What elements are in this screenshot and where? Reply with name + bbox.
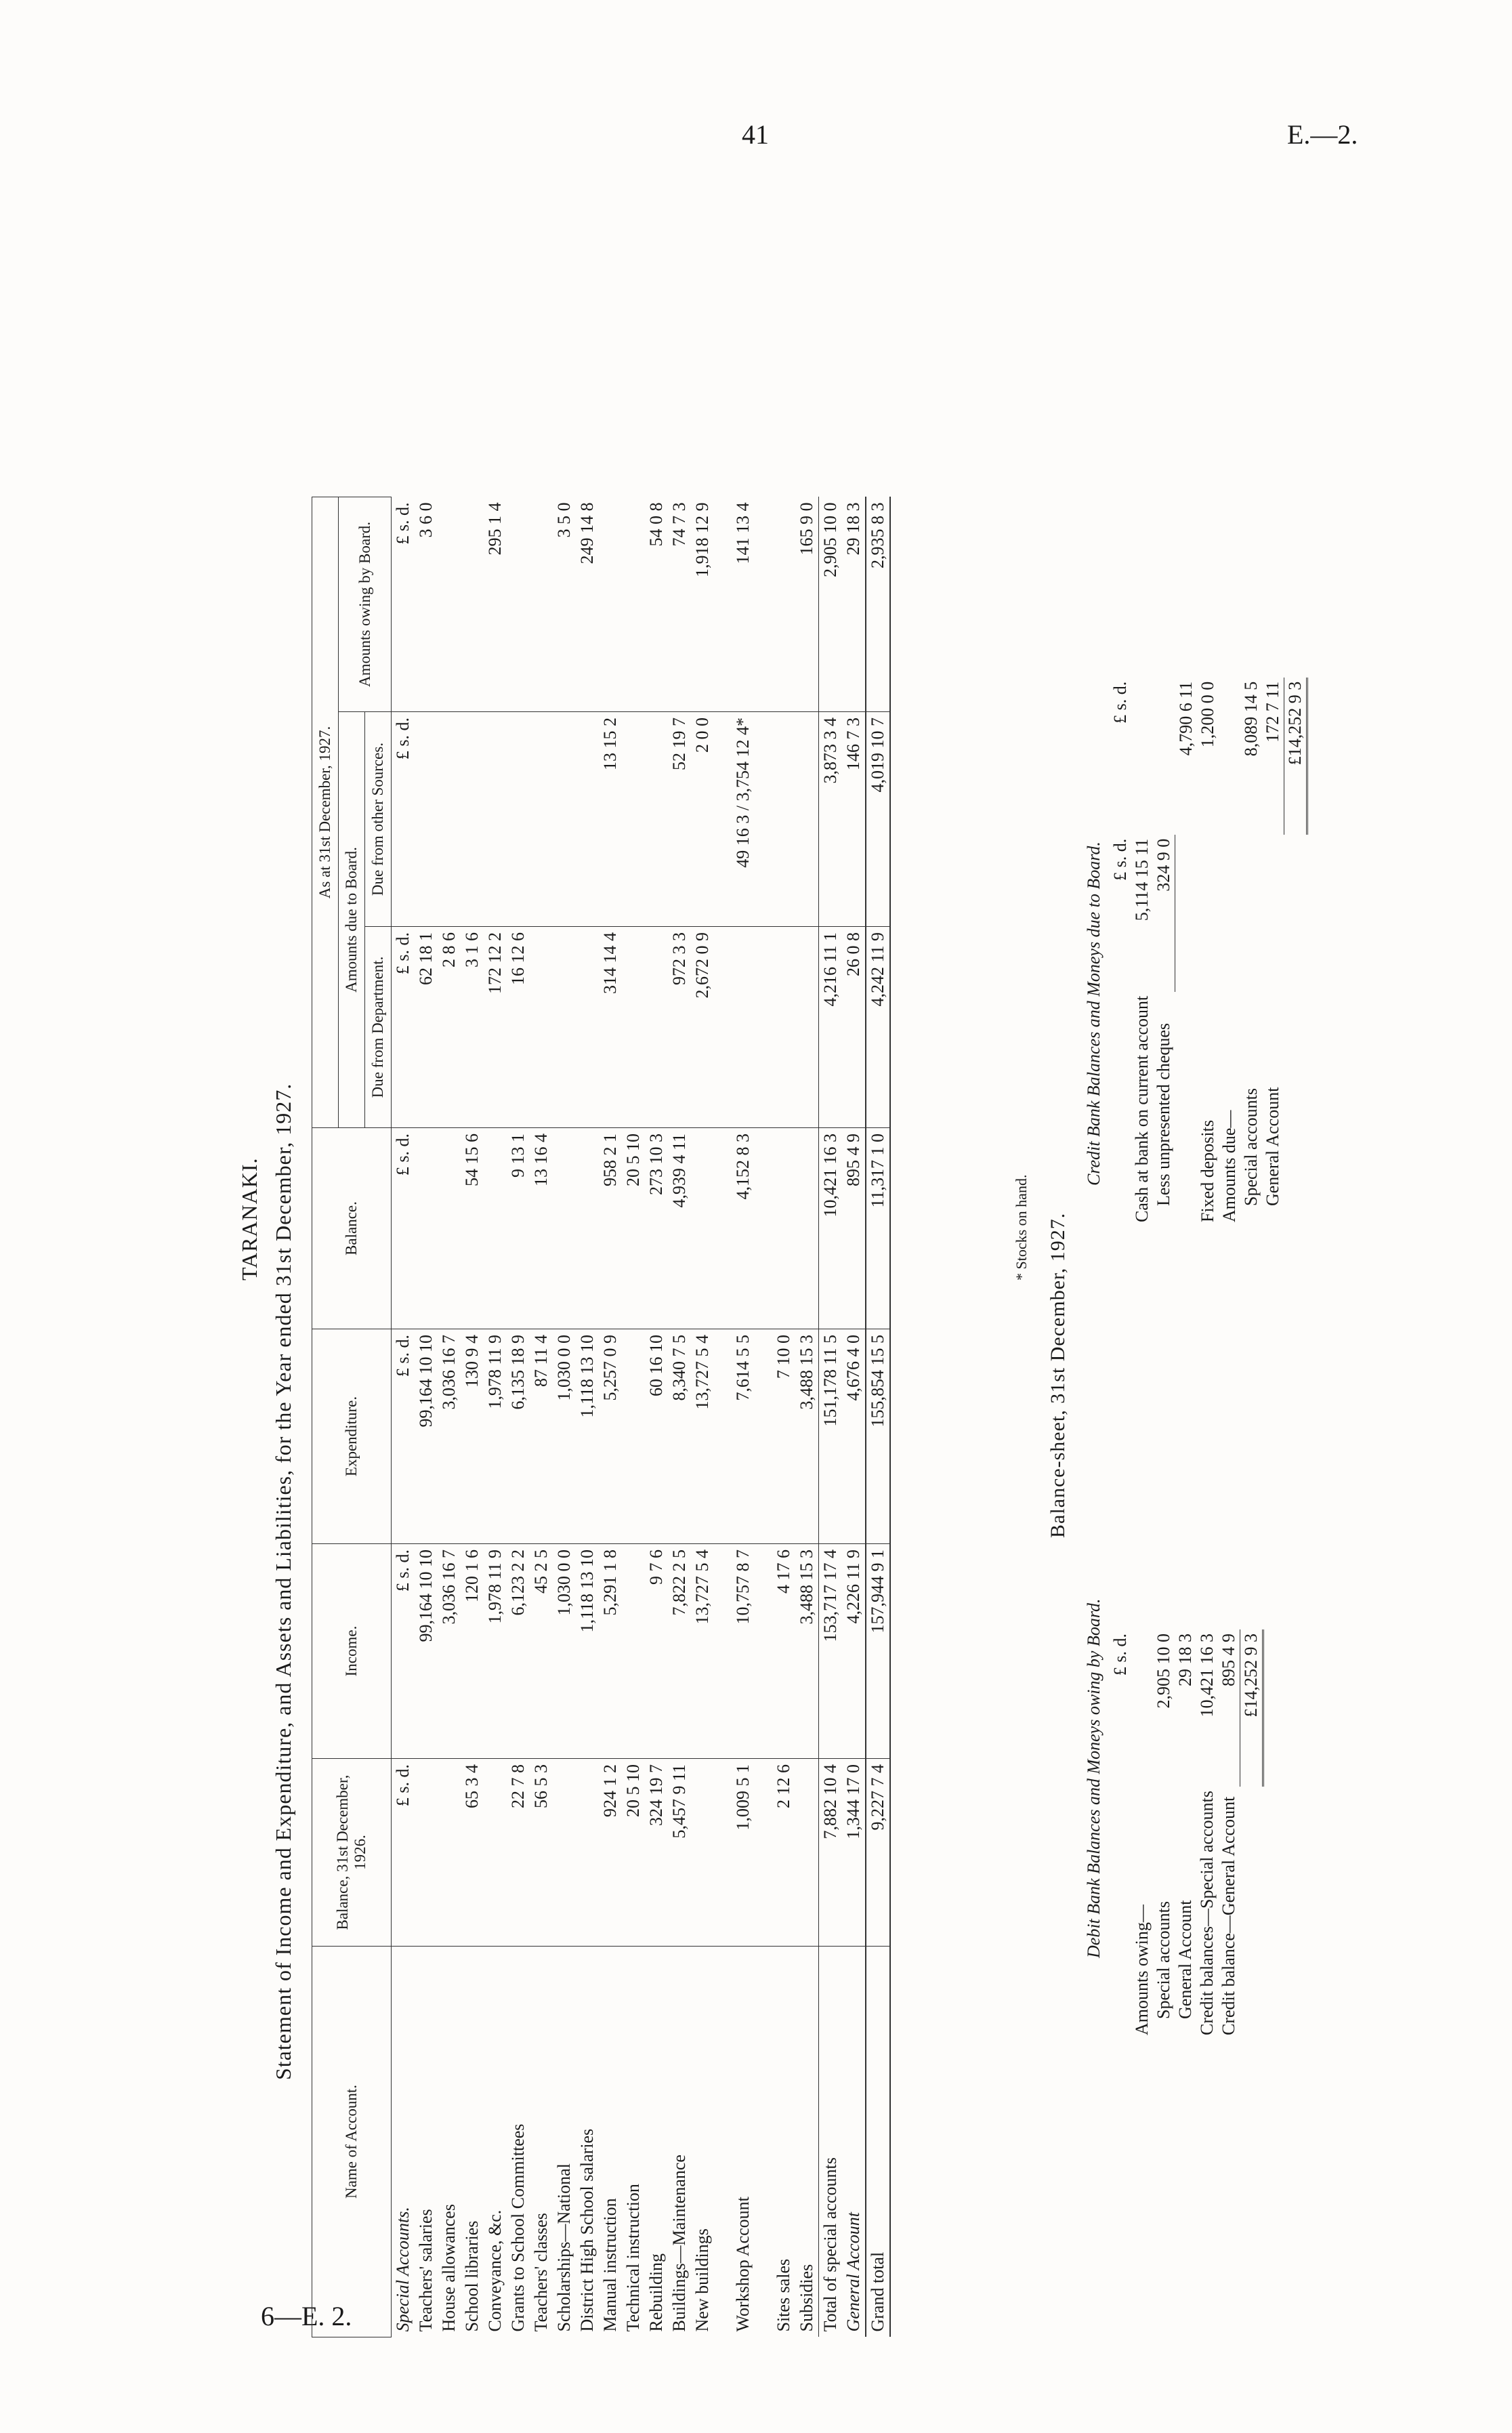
amount-income: 7,822 2 5 <box>668 1544 691 1759</box>
credit-label: Cash at bank on current account <box>1132 995 1152 1222</box>
table-row <box>732 497 755 2337</box>
amount-other: 4,019 10 7 <box>866 712 890 927</box>
amount-owing <box>438 497 461 712</box>
statement-table <box>312 497 891 2337</box>
spacer-cell <box>714 1759 732 1947</box>
debit-row <box>1175 1629 1196 2039</box>
amount-bal <box>772 1128 795 1329</box>
credit-label: General Account <box>1262 1087 1282 1206</box>
amount-other <box>530 712 553 927</box>
amount-dept <box>530 927 553 1128</box>
amount-bal: 10,421 16 3 <box>819 1128 843 1329</box>
amount-exp: 5,257 0 9 <box>599 1329 622 1544</box>
statement-title: Statement of Income and Expenditure, and Assets and Liabilities, for the Year ended 31st December, 1927. <box>271 1083 295 2080</box>
balance-sheet-title: Balance-sheet, 31st December, 1927. <box>1047 1212 1069 1538</box>
credit-value <box>1153 678 1175 835</box>
amount-bal26: 56 5 3 <box>530 1759 553 1947</box>
spacer-cell <box>714 927 732 1128</box>
debit-total-spacer <box>1240 1787 1263 2039</box>
spacer-cell <box>755 1128 772 1329</box>
credit-value <box>1219 678 1240 835</box>
page-code: E.—2. <box>1287 119 1358 150</box>
credit-total-spacer <box>1284 835 1307 992</box>
amount-income: 1,030 0 0 <box>553 1544 576 1759</box>
amount-exp: 3,036 16 7 <box>438 1329 461 1544</box>
amount-dept: 2 8 6 <box>438 927 461 1128</box>
amount-dept: 2,672 0 9 <box>691 927 714 1128</box>
table-row <box>599 497 622 2337</box>
units-label: £ s. d. <box>392 712 415 927</box>
account-name: Buildings—Maintenance <box>669 2155 689 2332</box>
amount-bal26 <box>553 1759 576 1947</box>
table-row <box>772 497 795 2337</box>
amount-income: 4,226 11 9 <box>842 1544 866 1759</box>
credit-label: Less unpresented cheques <box>1154 1022 1174 1206</box>
account-name: General Account <box>843 2212 863 2332</box>
debit-row <box>1131 1629 1153 2039</box>
amount-owing: 3 5 0 <box>553 497 576 712</box>
account-name: Rebuilding <box>646 2253 666 2332</box>
credit-body <box>1110 678 1307 1226</box>
amount-bal <box>795 1128 819 1329</box>
col-due-other-header: Due from other Sources. <box>365 712 392 927</box>
spacer-cell <box>714 1329 732 1544</box>
amount-bal26 <box>795 1759 819 1947</box>
amount-other: 146 7 3 <box>842 712 866 927</box>
amount-bal26 <box>415 1759 438 1947</box>
amount-exp: 99,164 10 10 <box>415 1329 438 1544</box>
credit-value: 1,200 0 0 <box>1197 681 1217 748</box>
debit-value <box>1131 1629 1153 1787</box>
units-label: £ s. d. <box>392 497 415 712</box>
debit-value: 29 18 3 <box>1175 1634 1195 1687</box>
amount-owing: 141 13 4 <box>732 497 755 712</box>
debit-row <box>1218 1629 1240 2039</box>
amount-other <box>795 712 819 927</box>
table-row <box>484 497 507 2337</box>
col-due-dept-header: Due from Department. <box>365 927 392 1128</box>
debit-value: 895 4 9 <box>1219 1634 1238 1687</box>
amount-bal26 <box>576 1759 599 1947</box>
credit-heading: Credit Bank Balances and Moneys due to Board. <box>1084 841 1104 1186</box>
amount-owing: 249 14 8 <box>576 497 599 712</box>
debit-value: 10,421 16 3 <box>1197 1634 1217 1718</box>
spacer-row <box>714 497 732 2337</box>
table-row <box>438 497 461 2337</box>
spacer-cell <box>714 1128 732 1329</box>
amount-income: 13,727 5 4 <box>691 1544 714 1759</box>
general-account-row <box>842 497 866 2337</box>
amount-other: 13 15 2 <box>599 712 622 927</box>
amount-bal26: 9,227 7 4 <box>866 1759 890 1947</box>
credit-label: Special accounts <box>1240 1088 1261 1206</box>
amount-owing: 3 6 0 <box>415 497 438 712</box>
credit-inner: 324 9 0 <box>1154 838 1173 892</box>
amount-bal <box>484 1128 507 1329</box>
amount-other: 3,873 3 4 <box>819 712 843 927</box>
amount-bal26 <box>438 1759 461 1947</box>
account-name: Conveyance, &c. <box>485 2209 505 2332</box>
table-row <box>622 497 645 2337</box>
units-row <box>392 497 415 2337</box>
credit-row <box>1240 678 1262 1226</box>
debit-label: Special accounts <box>1154 1901 1173 2019</box>
table-row <box>645 497 668 2337</box>
credit-inner <box>1240 835 1262 992</box>
amount-bal26: 924 1 2 <box>599 1759 622 1947</box>
amount-exp: 87 11 4 <box>530 1329 553 1544</box>
special-accounts-heading: Special Accounts. <box>393 2207 413 2332</box>
debit-label: Credit balances—Special accounts <box>1197 1791 1217 2035</box>
amount-dept <box>576 927 599 1128</box>
amount-other <box>553 712 576 927</box>
amount-bal: 13 16 4 <box>530 1128 553 1329</box>
amount-other <box>415 712 438 927</box>
debit-value: 2,905 10 0 <box>1154 1634 1173 1709</box>
amount-dept <box>732 927 755 1128</box>
amount-dept <box>795 927 819 1128</box>
amount-owing: 165 9 0 <box>795 497 819 712</box>
amount-income: 10,757 8 7 <box>732 1544 755 1759</box>
total-special-row <box>819 497 843 2337</box>
amount-exp: 155,854 15 5 <box>866 1329 890 1544</box>
amount-other <box>484 712 507 927</box>
amount-owing: 54 0 8 <box>645 497 668 712</box>
amount-income: 45 2 5 <box>530 1544 553 1759</box>
amount-bal26: 65 3 4 <box>461 1759 484 1947</box>
credit-row <box>1153 678 1175 1226</box>
amount-income: 1,118 13 10 <box>576 1544 599 1759</box>
credit-section <box>1084 678 1308 1226</box>
account-name: Manual instruction <box>600 2198 620 2332</box>
amount-bal26 <box>691 1759 714 1947</box>
account-name: New buildings <box>692 2228 712 2332</box>
amount-bal: 20 5 10 <box>622 1128 645 1329</box>
amount-bal: 958 2 1 <box>599 1128 622 1329</box>
debit-row <box>1153 1629 1175 2039</box>
credit-value: 8,089 14 5 <box>1240 681 1261 757</box>
amount-bal26: 5,457 9 11 <box>668 1759 691 1947</box>
credit-value <box>1131 678 1153 835</box>
spacer-cell <box>714 1544 732 1759</box>
amount-dept <box>622 927 645 1128</box>
amount-owing: 2,935 8 3 <box>866 497 890 712</box>
units-label: £ s. d. <box>392 927 415 1128</box>
amount-exp: 3,488 15 3 <box>795 1329 819 1544</box>
statement-body <box>392 497 891 2337</box>
credit-value: 172 7 11 <box>1262 681 1282 743</box>
amount-bal: 273 10 3 <box>645 1128 668 1329</box>
table-row <box>530 497 553 2337</box>
credit-inner <box>1262 835 1284 992</box>
credit-label: Amounts due— <box>1219 1110 1239 1222</box>
credit-label <box>1175 992 1197 1226</box>
table-row <box>507 497 530 2337</box>
amount-dept: 972 3 3 <box>668 927 691 1128</box>
amount-bal: 54 15 6 <box>461 1128 484 1329</box>
col-as-at-header: As at 31st December, 1927. <box>312 497 339 1128</box>
amount-dept <box>772 927 795 1128</box>
amount-income: 9 7 6 <box>645 1544 668 1759</box>
credit-total-spacer <box>1284 992 1307 1226</box>
table-row <box>795 497 819 2337</box>
table-row <box>691 497 714 2337</box>
amount-income: 99,164 10 10 <box>415 1544 438 1759</box>
spacer-cell <box>755 1544 772 1759</box>
debit-table <box>1110 1629 1264 2039</box>
amount-income: 3,488 15 3 <box>795 1544 819 1759</box>
spacer-cell <box>755 497 772 712</box>
amount-exp: 1,978 11 9 <box>484 1329 507 1544</box>
amount-other <box>576 712 599 927</box>
spacer-cell <box>714 1947 732 2337</box>
amount-income: 6,123 2 2 <box>507 1544 530 1759</box>
amount-owing <box>599 497 622 712</box>
amount-income: 4 17 6 <box>772 1544 795 1759</box>
amount-dept: 16 12 6 <box>507 927 530 1128</box>
amount-bal26: 1,344 17 0 <box>842 1759 866 1947</box>
amount-bal: 11,317 1 0 <box>866 1128 890 1329</box>
amount-owing: 74 7 3 <box>668 497 691 712</box>
units-label: £ s. d. <box>392 1759 415 1947</box>
amount-income: 3,036 16 7 <box>438 1544 461 1759</box>
amount-owing: 2,905 10 0 <box>819 497 843 712</box>
amount-owing <box>461 497 484 712</box>
account-name: School libraries <box>462 2220 482 2332</box>
spacer-cell <box>755 927 772 1128</box>
spacer-cell <box>755 1947 772 2337</box>
amount-bal26: 22 7 8 <box>507 1759 530 1947</box>
page-number: 41 <box>742 119 769 150</box>
spacer-cell <box>714 712 732 927</box>
amount-dept <box>645 927 668 1128</box>
table-row <box>553 497 576 2337</box>
credit-inner: 5,114 15 11 <box>1132 838 1152 921</box>
amount-exp: 151,178 11 5 <box>819 1329 843 1544</box>
amount-owing: 1,918 12 9 <box>691 497 714 712</box>
units-label: £ s. d. <box>392 1128 415 1329</box>
col-owing-header: Amounts owing by Board. <box>339 497 392 712</box>
amount-owing <box>772 497 795 712</box>
amount-bal: 4,939 4 11 <box>668 1128 691 1329</box>
credit-row <box>1197 678 1219 1226</box>
units-label: £ s. d. <box>392 1329 415 1544</box>
footnote: * Stocks on hand. <box>1013 1174 1030 1281</box>
credit-inner <box>1197 835 1219 992</box>
amount-other <box>622 712 645 927</box>
col-balance-1926-header: Balance, 31st December, 1926. <box>312 1759 392 1947</box>
amount-exp: 130 9 4 <box>461 1329 484 1544</box>
credit-value: 4,790 6 11 <box>1175 681 1196 756</box>
account-name: House allowances <box>439 2204 459 2332</box>
amount-income <box>622 1544 645 1759</box>
credit-inner <box>1175 835 1197 992</box>
spacer-cell <box>755 1759 772 1947</box>
account-name: Grants to School Committees <box>508 2123 528 2332</box>
amount-dept: 314 14 4 <box>599 927 622 1128</box>
amount-other <box>507 712 530 927</box>
debit-label: General Account <box>1175 1900 1195 2019</box>
amount-owing <box>507 497 530 712</box>
amount-income: 153,717 17 4 <box>819 1544 843 1759</box>
amount-dept: 172 12 2 <box>484 927 507 1128</box>
amount-income: 5,291 1 8 <box>599 1544 622 1759</box>
table-row <box>461 497 484 2337</box>
credit-units-inner: £ s. d. <box>1110 838 1130 881</box>
account-name: Technical instruction <box>623 2184 643 2332</box>
account-name: Grand total <box>866 1947 890 2337</box>
amount-exp: 7,614 5 5 <box>732 1329 755 1544</box>
amount-other <box>438 712 461 927</box>
amount-exp <box>622 1329 645 1544</box>
amount-other <box>772 712 795 927</box>
amount-bal <box>576 1128 599 1329</box>
credit-row <box>1262 678 1284 1226</box>
units-label: £ s. d. <box>392 1544 415 1759</box>
spacer-cell <box>755 1329 772 1544</box>
amount-dept: 3 1 6 <box>461 927 484 1128</box>
amount-exp: 6,135 18 9 <box>507 1329 530 1544</box>
amount-owing <box>530 497 553 712</box>
col-expenditure-header: Expenditure. <box>312 1329 392 1544</box>
amount-exp: 8,340 7 5 <box>668 1329 691 1544</box>
amount-dept: 4,216 11 1 <box>819 927 843 1128</box>
amount-dept: 4,242 11 9 <box>866 927 890 1128</box>
amount-owing: 295 1 4 <box>484 497 507 712</box>
credit-total: £14,252 9 3 <box>1284 678 1307 835</box>
account-name: Scholarships—National <box>554 2163 574 2332</box>
spacer-cell <box>714 497 732 712</box>
col-due-to-board-header: Amounts due to Board. <box>339 712 365 1128</box>
account-name: Workshop Account <box>733 2197 753 2332</box>
account-name: Sites sales <box>774 2258 793 2332</box>
amount-income: 157,944 9 1 <box>866 1544 890 1759</box>
amount-bal26: 7,882 10 4 <box>819 1759 843 1947</box>
credit-row <box>1131 678 1153 1226</box>
amount-income: 120 1 6 <box>461 1544 484 1759</box>
debit-units: £ s. d. <box>1110 1634 1130 1676</box>
amount-exp: 7 10 0 <box>772 1329 795 1544</box>
amount-exp: 60 16 10 <box>645 1329 668 1544</box>
spacer-row <box>755 497 772 2337</box>
amount-other: 49 16 3 / 3,754 12 4* <box>732 712 755 927</box>
amount-bal26: 2 12 6 <box>772 1759 795 1947</box>
amount-bal: 9 13 1 <box>507 1128 530 1329</box>
debit-total: £14,252 9 3 <box>1240 1629 1263 1787</box>
credit-row <box>1175 678 1197 1226</box>
amount-dept: 26 0 8 <box>842 927 866 1128</box>
grand-total-row <box>866 497 890 2337</box>
debit-heading: Debit Bank Balances and Moneys owing by Board. <box>1084 1598 1104 1958</box>
amount-bal <box>438 1128 461 1329</box>
table-row <box>415 497 438 2337</box>
credit-label: Fixed deposits <box>1197 1120 1217 1222</box>
amount-other: 2 0 0 <box>691 712 714 927</box>
amount-exp: 1,030 0 0 <box>553 1329 576 1544</box>
amount-other: 52 19 7 <box>668 712 691 927</box>
amount-bal <box>553 1128 576 1329</box>
col-balance-header: Balance. <box>312 1128 392 1329</box>
amount-bal26: 324 19 7 <box>645 1759 668 1947</box>
amount-bal26: 1,009 5 1 <box>732 1759 755 1947</box>
account-name: District High School salaries <box>577 2128 597 2332</box>
credit-inner <box>1219 835 1240 992</box>
credit-units: £ s. d. <box>1110 681 1130 724</box>
amount-dept <box>553 927 576 1128</box>
amount-other <box>645 712 668 927</box>
account-name: Teachers' salaries <box>416 2209 436 2332</box>
amount-owing: 29 18 3 <box>842 497 866 712</box>
debit-section <box>1084 1599 1264 2040</box>
credit-table <box>1110 678 1308 1226</box>
col-income-header: Income. <box>312 1544 392 1759</box>
amount-bal <box>691 1128 714 1329</box>
account-name: Teachers' classes <box>531 2213 551 2332</box>
amount-bal26: 20 5 10 <box>622 1759 645 1947</box>
credit-total-row <box>1284 678 1307 1226</box>
debit-total-row <box>1240 1629 1263 2039</box>
col-name-header: Name of Account. <box>312 1947 392 2337</box>
debit-label: Amounts owing— <box>1132 1905 1152 2035</box>
debit-label: Credit balance—General Account <box>1219 1796 1239 2035</box>
amount-other <box>461 712 484 927</box>
account-name: Subsidies <box>797 2264 816 2332</box>
amount-bal <box>415 1128 438 1329</box>
amount-bal26 <box>484 1759 507 1947</box>
rotated-page-content <box>237 115 1389 2337</box>
debit-row <box>1196 1629 1218 2039</box>
amount-dept: 62 18 1 <box>415 927 438 1128</box>
debit-body <box>1110 1629 1263 2039</box>
account-name: Total of special accounts <box>819 1947 843 2337</box>
amount-bal: 4,152 8 3 <box>732 1128 755 1329</box>
amount-owing <box>622 497 645 712</box>
table-row <box>576 497 599 2337</box>
amount-bal: 895 4 9 <box>842 1128 866 1329</box>
amount-exp: 13,727 5 4 <box>691 1329 714 1544</box>
amount-exp: 1,118 13 10 <box>576 1329 599 1544</box>
amount-exp: 4,676 4 0 <box>842 1329 866 1544</box>
board-name: TARANAKI. <box>237 1157 261 1281</box>
table-row <box>668 497 691 2337</box>
footer-code: 6—E. 2. <box>261 2301 352 2331</box>
amount-income: 1,978 11 9 <box>484 1544 507 1759</box>
spacer-cell <box>755 712 772 927</box>
credit-row <box>1219 678 1240 1226</box>
